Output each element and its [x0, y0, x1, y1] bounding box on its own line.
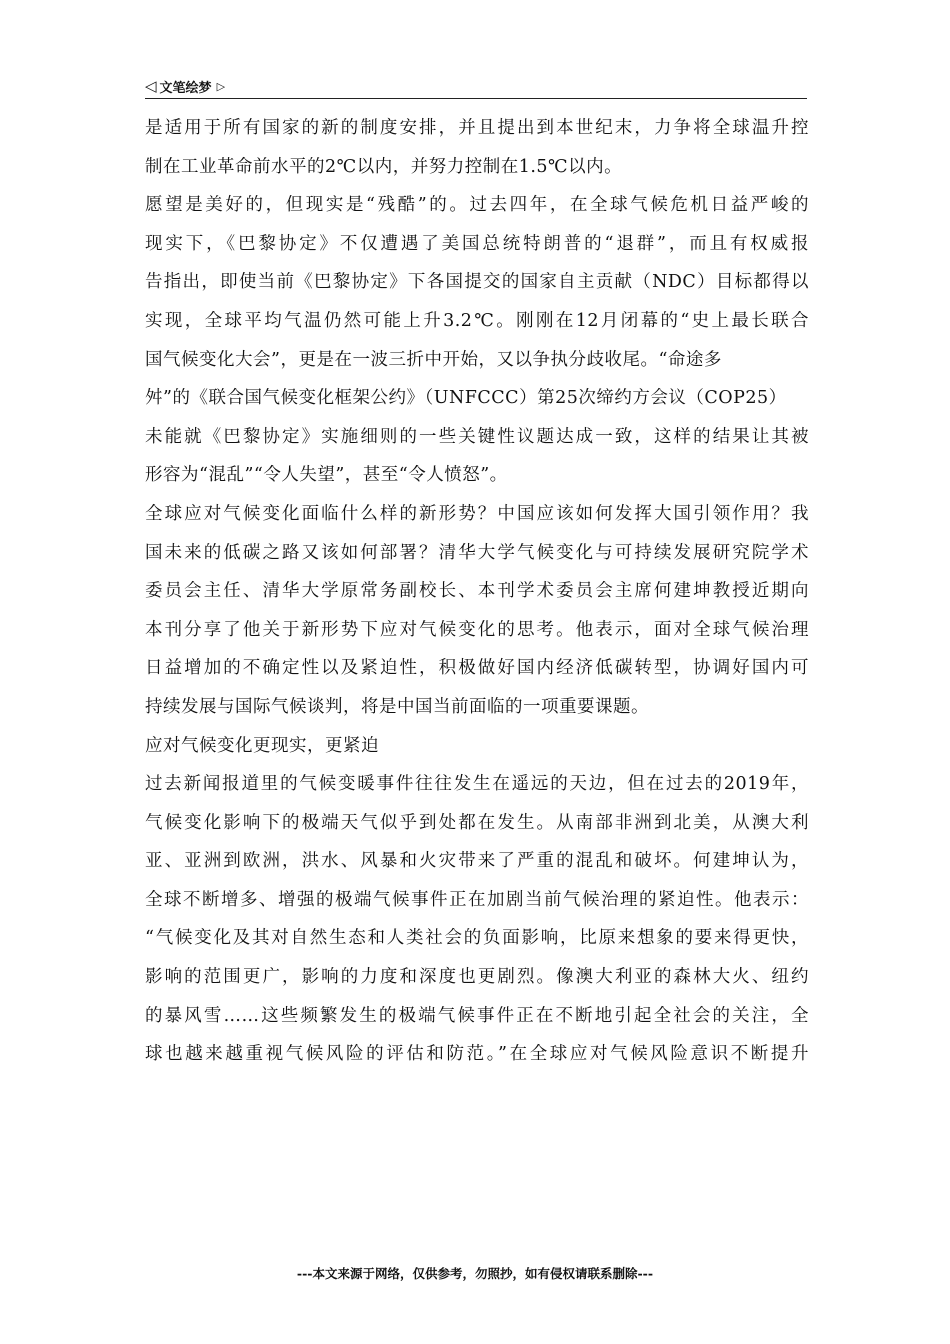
text-line: 制在工业革命前水平的2℃以内，并努力控制在1.5℃以内。 — [145, 156, 623, 177]
text-line: “气候变化及其对自然生态和人类社会的负面影响，比原来想象的要来得更快， — [145, 928, 809, 949]
text-line: 愿望是美好的，但现实是“残酷”的。过去四年，在全球气候危机日益严峻的 — [145, 195, 809, 216]
text-line: 全球应对气候变化面临什么样的新形势？中国应该如何发挥大国引领作用？我 — [145, 503, 809, 524]
text-line: 告指出，即使当前《巴黎协定》下各国提交的国家自主贡献（NDC）目标都得以 — [145, 272, 809, 293]
text-line: 实现，全球平均气温仍然可能上升3.2℃。刚刚在12月闭幕的“史上最长联合 — [145, 310, 809, 331]
right-triangle-icon: ▷ — [216, 79, 226, 93]
text-line: 舛”的《联合国气候变化框架公约》（UNFCCC）第25次缔约方会议（COP25） — [145, 388, 787, 409]
text-line: 现实下，《巴黎协定》不仅遭遇了美国总统特朗普的“退群”，而且有权威报 — [145, 233, 809, 254]
header-title: 文笔绘梦 — [159, 80, 212, 96]
text-line: 的暴风雪……这些频繁发生的极端气候事件正在不断地引起全社会的关注，全 — [145, 1005, 809, 1026]
text-line: 球也越来越重视气候风险的评估和防范。”在全球应对气候风险意识不断提升 — [145, 1044, 809, 1065]
text-line: 日益增加的不确定性以及紧迫性，积极做好国内经济低碳转型，协调好国内可 — [145, 658, 809, 679]
text-line: 形容为“混乱”“令人失望”，甚至“令人愤怒”。 — [145, 465, 508, 486]
text-line: 国气候变化大会”，更是在一波三折中开始，又以争执分歧收尾。“命途多 — [145, 349, 722, 370]
text-line: 委员会主任、清华大学原常务副校长、本刊学术委员会主席何建坤教授近期向 — [145, 581, 809, 602]
text-line: 本刊分享了他关于新形势下应对气候变化的思考。他表示，面对全球气候治理 — [145, 619, 809, 640]
text-line: 持续发展与国际气候谈判，将是中国当前面临的一项重要课题。 — [145, 696, 649, 717]
text-line: 未能就《巴黎协定》实施细则的一些关键性议题达成一致，这样的结果让其被 — [145, 426, 809, 447]
page-header — [145, 74, 807, 99]
document-body — [145, 102, 809, 1067]
text-line: 是适用于所有国家的新的制度安排，并且提出到本世纪末，力争将全球温升控 — [145, 118, 809, 138]
page-footer: ---本文来源于网络，仅供参考，勿照抄，如有侵权请联系删除--- — [296, 1266, 654, 1281]
text-line: 全球不断增多、增强的极端气候事件正在加剧当前气候治理的紧迫性。他表示： — [145, 889, 809, 910]
text-line: 过去新闻报道里的气候变暖事件往往发生在遥远的天边，但在过去的2019年， — [145, 774, 809, 795]
text-line: 应对气候变化更现实，更紧迫 — [145, 735, 379, 756]
text-line: 亚、亚洲到欧洲，洪水、风暴和火灾带来了严重的混乱和破坏。何建坤认为， — [145, 851, 809, 872]
text-line: 气候变化影响下的极端天气似乎到处都在发生。从南部非洲到北美，从澳大利 — [145, 812, 809, 833]
left-triangle-icon: ◁ — [145, 76, 157, 95]
text-line: 国未来的低碳之路又该如何部署？清华大学气候变化与可持续发展研究院学术 — [145, 542, 809, 563]
text-line: 影响的范围更广，影响的力度和深度也更剧烈。像澳大利亚的森林大火、纽约 — [145, 967, 809, 988]
